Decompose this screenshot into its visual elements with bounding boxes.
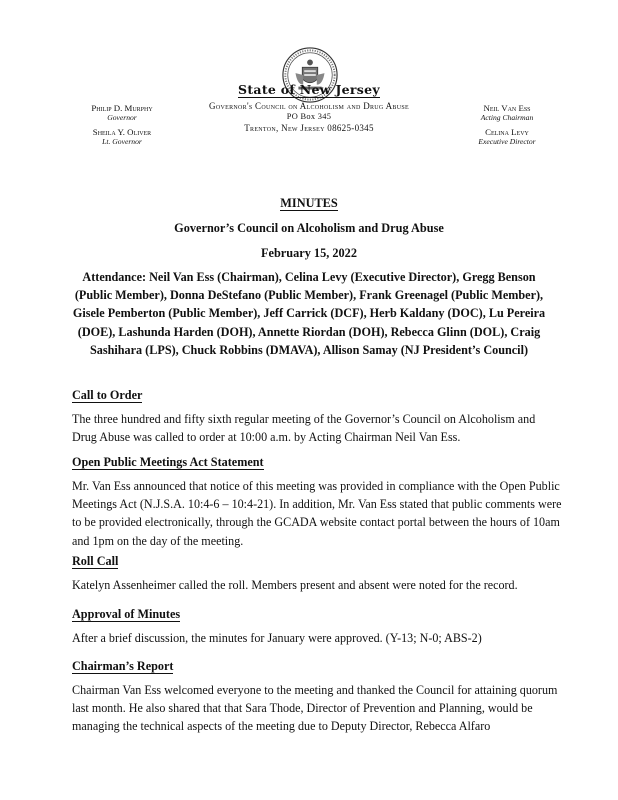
attendance-list: Attendance: Neil Van Ess (Chairman), Celina Levy (Executive Director), Gregg Benson (Public Member), Donna DeStefano (Public Member), Frank Greenagel (Public Member), Gisele Pemberton (Public Member), Jeff Carrick (DCF), Herb Kaldany (DOC), Lu Pereira (DOE), Lashunda Harden (DOH), Annette Riordan (DOH), Rebecca Glinn (DOL), Craig Sashihara (LPS), Chuck Robbins (DMAVA), Allison Samay (NJ President’s Council) [72,270,546,357]
governor-block [66,103,178,123]
section-title-call-to-order: Call to Order [72,388,143,402]
chairman-title: Acting Chairman [480,113,534,122]
section-title-approval-of-minutes: Approval of Minutes [72,607,181,621]
section-title-open-public-meetings: Open Public Meetings Act Statement [72,455,264,469]
section-body-open-public-meetings: Mr. Van Ess announced that notice of this meeting was provided in compliance with the Open Public Meetings Act (N.J.S.A. 10:4-6 – 10:4-21). In addition, Mr. Van Ess stated that public comments were to be provided electronically, through the GCADA website contact portal between the hours of 10am and 1pm on the day of the meeting. [72,479,562,548]
executive-director-name: Celina Levy [485,127,529,137]
lt-governor-name: Sheila Y. Oliver [92,127,152,137]
executive-director-block [452,127,562,147]
governor-name: Philip D. Murphy [91,103,153,113]
executive-director-title: Executive Director [478,137,536,146]
section-body-chairmans-report: Chairman Van Ess welcomed everyone to the meeting and thanked the Council for attaining quorum last month. He also shared that that Sara Thode, Director of Prevention and Planning, would be managing the technical aspects of the meeting due to Deputy Director, Rebecca Alfaro [72,683,558,734]
section-body-approval-of-minutes: After a brief discussion, the minutes for January were approved. (Y-13; N-0; ABS-2) [72,631,482,645]
letterhead-po-box: PO Box 345 [286,112,332,121]
state-title: State of New Jersey [238,82,380,97]
minutes-heading: MINUTES [280,196,338,210]
section-title-roll-call: Roll Call [72,554,119,568]
meeting-date: February 15, 2022 [261,246,357,260]
letterhead-city: Trenton, New Jersey 08625-0345 [244,123,374,133]
chairman-name: Neil Van Ess [483,103,531,113]
section-body-roll-call: Katelyn Assenheimer called the roll. Members present and absent were noted for the record. [72,578,518,592]
council-heading: Governor’s Council on Alcoholism and Drug Abuse [174,221,444,235]
section-body-call-to-order: The three hundred and fifty sixth regular meeting of the Governor’s Council on Alcoholism and Drug Abuse was called to order at 10:00 a.m. by Acting Chairman Neil Van Ess. [72,412,536,445]
lt-governor-block [66,127,178,147]
governor-title: Governor [107,113,137,122]
chairman-block [452,103,562,123]
lt-governor-title: Lt. Governor [102,137,142,146]
letterhead-council-name: Governor's Council on Alcoholism and Drug Abuse [209,101,409,111]
section-title-chairmans-report: Chairman’s Report [72,659,174,673]
